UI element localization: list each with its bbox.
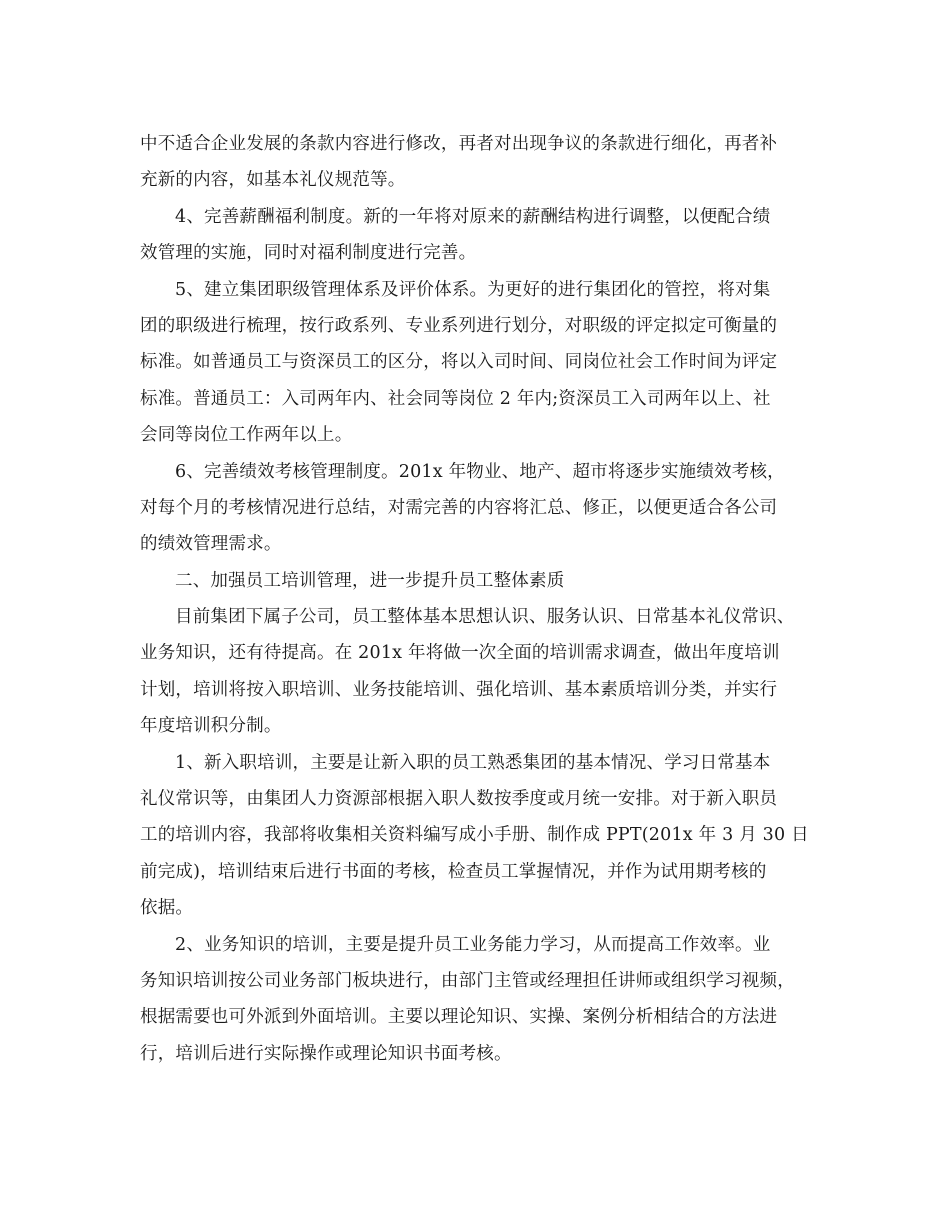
text-line: 计划，培训将按入职培训、业务技能培训、强化培训、基本素质培训分类，并实行	[140, 679, 778, 700]
text-line: 会同等岗位工作两年以上。	[140, 425, 353, 446]
text-line: 充新的内容，如基本礼仪规范等。	[140, 170, 406, 191]
text-line: 工的培训内容，我部将收集相关资料编写成小手册、制作成 PPT(201x 年 3 月 30 日	[140, 825, 809, 846]
document-body	[140, 126, 820, 1072]
text-line: 效管理的实施，同时对福利制度进行完善。	[140, 243, 477, 264]
text-line: 中不适合企业发展的条款内容进行修改，再者对出现争议的条款进行细化，再者补	[140, 134, 778, 154]
text-line: 二、加强员工培训管理，进一步提升员工整体素质	[175, 570, 565, 591]
text-line: 务知识培训按公司业务部门板块进行，由部门主管或经理担任讲师或组织学习视频，	[140, 970, 795, 991]
text-line: 目前集团下属子公司，员工整体基本思想认识、服务认识、日常基本礼仪常识、	[175, 607, 795, 628]
text-line: 6、完善绩效考核管理制度。201x 年物业、地产、超市将逐步实施绩效考核，	[175, 461, 785, 482]
text-line: 前完成)，培训结束后进行书面的考核，检查员工掌握情况，并作为试用期考核的	[140, 861, 767, 882]
text-line: 2、业务知识的培训，主要是提升员工业务能力学习，从而提高工作效率。业	[175, 934, 771, 955]
text-line: 团的职级进行梳理，按行政系列、专业系列进行划分，对职级的评定拟定可衡量的	[140, 315, 778, 336]
text-line: 行，培训后进行实际操作或理论知识书面考核。	[140, 1043, 512, 1064]
text-line: 年度培训积分制。	[140, 716, 282, 737]
text-line: 对每个月的考核情况进行总结，对需完善的内容将汇总、修正，以便更适合各公司	[140, 497, 778, 518]
text-line: 标准。普通员工：入司两年内、社会同等岗位 2 年内;资深员工入司两年以上、社	[140, 388, 771, 409]
text-line: 的绩效管理需求。	[140, 534, 282, 555]
text-line: 1、新入职培训，主要是让新入职的员工熟悉集团的基本情况、学习日常基本	[175, 752, 771, 773]
text-line: 依据。	[140, 898, 194, 919]
text-line: 4、完善薪酬福利制度。新的一年将对原来的薪酬结构进行调整，以便配合绩	[175, 206, 771, 227]
text-line: 5、建立集团职级管理体系及评价体系。为更好的进行集团化的管控，将对集	[175, 279, 771, 300]
text-line: 标准。如普通员工与资深员工的区分，将以入司时间、同岗位社会工作时间为评定	[140, 352, 778, 373]
text-line: 根据需要也可外派到外面培训。主要以理论知识、实操、案例分析相结合的方法进	[140, 1007, 778, 1028]
text-line: 业务知识，还有待提高。在 201x 年将做一次全面的培训需求调查，做出年度培训	[140, 643, 780, 664]
text-line: 礼仪常识等，由集团人力资源部根据入职人数按季度或月统一安排。对于新入职员	[140, 789, 778, 810]
